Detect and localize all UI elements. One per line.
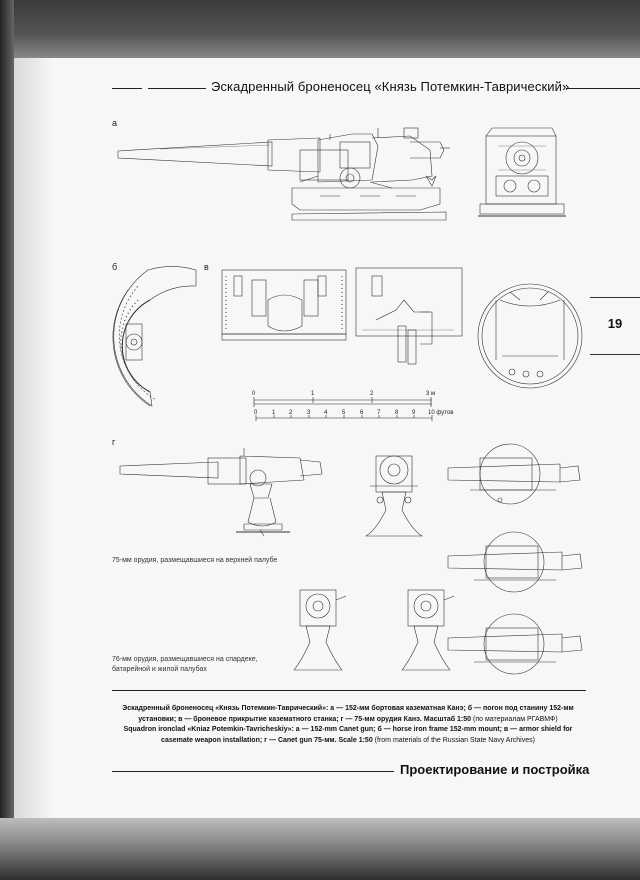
scale-ft-1: 1 — [272, 410, 276, 416]
scale-ft-7: 7 — [377, 410, 381, 416]
footer-title: Проектирование и постройка — [400, 762, 590, 777]
scale-ft-6: 6 — [360, 410, 364, 416]
scale-ft-10: 10 футов — [428, 410, 454, 416]
scale-ft-8: 8 — [395, 410, 399, 416]
caption-en-line-2-main: casemate weapon installation; г — Canet gun 75-мм. Scale 1:50 — [161, 736, 373, 744]
scale-m-3: 3 м — [426, 391, 436, 397]
footer-rule — [112, 771, 394, 772]
figure-label-v: в — [204, 262, 209, 272]
caption-ru-source: (по материалам РГАВМФ) — [473, 715, 558, 723]
scale-ft-4: 4 — [324, 410, 328, 416]
figure-caption — [112, 704, 584, 746]
scale-ft-9: 9 — [412, 410, 416, 416]
note-76mm-line-2: батарейной и жилой палубах — [112, 666, 207, 673]
figure-label-g: г — [112, 437, 116, 447]
scale-ft-0: 0 — [254, 410, 258, 416]
scale-m-0: 0 — [252, 391, 256, 397]
caption-en-line-1: Squadron ironclad «Kniaz Potemkin-Tavricheskiy»: а — 152-mm Canet gun; б — horse iron frame 152-mm mount; в — armor shield for — [123, 726, 573, 733]
caption-rule — [112, 690, 586, 691]
caption-en-source: (from materials of the Russian State Navy Archives) — [374, 736, 535, 744]
note-76mm-line-1: 76-мм орудия, размещавшиеся на спардеке, — [112, 656, 258, 663]
note-75mm-upper-deck: 75-мм орудия, размещавшиеся на верхней палубе — [112, 557, 278, 564]
scale-m-2: 2 — [370, 391, 374, 397]
scale-ft-2: 2 — [289, 410, 293, 416]
caption-ru-line-2-main: установки; в — броневое прикрытие казематного станка; г — 75-мм орудия Канэ. Масштаб 1:50 — [138, 715, 472, 723]
caption-ru-line-1: Эскадренный броненосец «Князь Потемкин-Таврический»: а — 152-мм бортовая казематная Канэ; б — погон под станину 152-мм — [122, 705, 574, 712]
figure-label-b: б — [112, 262, 118, 272]
scale-m-1: 1 — [311, 391, 315, 397]
scale-ft-3: 3 — [307, 410, 311, 416]
caption-en-line-2 — [112, 736, 584, 747]
caption-ru-line-2 — [112, 715, 584, 726]
scale-ft-5: 5 — [342, 410, 346, 416]
page-number: 19 — [607, 316, 623, 331]
header-title: Эскадренный броненосец «Князь Потемкин-Таврический» — [211, 79, 570, 94]
figure-label-a: а — [112, 118, 118, 128]
